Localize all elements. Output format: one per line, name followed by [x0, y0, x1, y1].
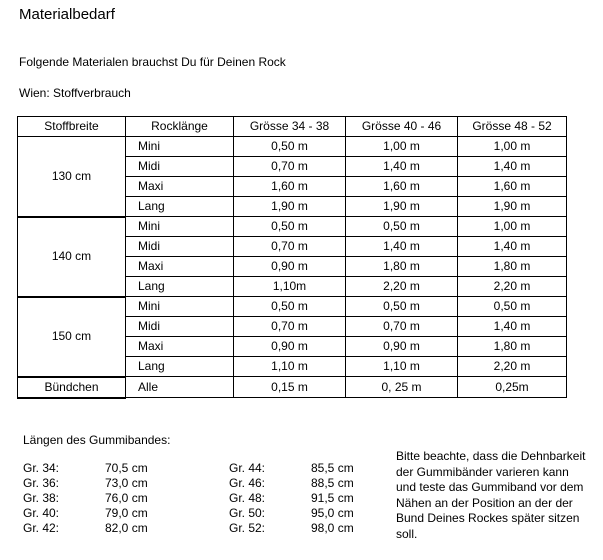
elastic-row — [229, 476, 354, 491]
amount-cell: 1,60 m — [346, 177, 458, 197]
stoffbreite-cell: 150 cm — [18, 297, 126, 377]
elastic-row — [23, 491, 148, 506]
elastic-length: 85,5 cm — [311, 461, 354, 475]
rocklaenge-cell: Mini — [126, 217, 234, 237]
amount-cell: 1,00 m — [458, 137, 567, 157]
elastic-length: 82,0 cm — [105, 521, 148, 535]
rocklaenge-cell: Maxi — [126, 257, 234, 277]
amount-cell: 1,40 m — [458, 237, 567, 257]
amount-cell: 0,70 m — [346, 317, 458, 337]
amount-cell: 0,90 m — [346, 337, 458, 357]
amount-cell: 2,20 m — [346, 277, 458, 297]
amount-cell: 1,80 m — [458, 257, 567, 277]
elastic-row — [23, 461, 148, 476]
amount-cell: 1,40 m — [458, 157, 567, 177]
amount-cell: 0,90 m — [234, 257, 346, 277]
elastic-length: 76,0 cm — [105, 491, 148, 505]
amount-cell: 0,50 m — [346, 217, 458, 237]
elastic-length: 79,0 cm — [105, 506, 148, 520]
amount-cell: 1,90 m — [234, 197, 346, 217]
elastic-size: Gr. 46: — [229, 476, 266, 490]
amount-cell: 0,50 m — [234, 137, 346, 157]
rocklaenge-cell: Maxi — [126, 337, 234, 357]
intro-text: Folgende Materialen brauchst Du für Deinen Rock — [19, 55, 286, 69]
elastic-length: 98,0 cm — [311, 521, 354, 535]
amount-cell: 1,40 m — [346, 157, 458, 177]
elastic-row — [229, 506, 354, 521]
amount-cell: 1,10m — [234, 277, 346, 297]
elastic-length: 88,5 cm — [311, 476, 354, 490]
rocklaenge-cell: Lang — [126, 197, 234, 217]
elastic-list-left — [23, 461, 148, 536]
material-table — [17, 116, 567, 399]
elastic-size: Gr. 42: — [23, 521, 60, 535]
elastic-size: Gr. 44: — [229, 461, 266, 475]
amount-cell: 0,90 m — [234, 337, 346, 357]
elastic-size: Gr. 34: — [23, 461, 60, 475]
amount-cell: 0,70 m — [234, 317, 346, 337]
elastic-row — [229, 491, 354, 506]
elastic-size: Gr. 50: — [229, 506, 266, 520]
table-header-row — [18, 117, 567, 137]
page-title: Materialbedarf — [19, 6, 115, 23]
elastic-size: Gr. 52: — [229, 521, 266, 535]
elastic-list-right — [229, 461, 354, 536]
elastic-length: 91,5 cm — [311, 491, 354, 505]
elastic-row — [229, 521, 354, 536]
elastic-note: Bitte beachte, dass die Dehnbarkeit der Gummibänder varieren kann und teste das Gummiband vor dem Nähen an der Position an der der Bund Deines Rockes später sitzen soll. — [396, 449, 586, 541]
rocklaenge-cell: Lang — [126, 277, 234, 297]
rocklaenge-cell: Alle — [126, 377, 234, 398]
amount-cell: 1,80 m — [346, 257, 458, 277]
elastic-size: Gr. 38: — [23, 491, 60, 505]
elastic-row — [23, 476, 148, 491]
amount-cell: 1,40 m — [458, 317, 567, 337]
elastic-length: 95,0 cm — [311, 506, 354, 520]
amount-cell: 0,50 m — [234, 217, 346, 237]
stoffbreite-cell: Bündchen — [18, 377, 126, 398]
amount-cell: 0,50 m — [458, 297, 567, 317]
amount-cell: 2,20 m — [458, 277, 567, 297]
elastic-size: Gr. 48: — [229, 491, 266, 505]
amount-cell: 1,80 m — [458, 337, 567, 357]
amount-cell: 1,60 m — [458, 177, 567, 197]
header-rocklaenge: Rocklänge — [126, 117, 234, 137]
amount-cell: 1,00 m — [458, 217, 567, 237]
elastic-length: 70,5 cm — [105, 461, 148, 475]
amount-cell: 2,20 m — [458, 357, 567, 377]
table-row — [18, 297, 567, 317]
table-row — [18, 137, 567, 157]
amount-cell: 0,50 m — [234, 297, 346, 317]
amount-cell: 1,10 m — [234, 357, 346, 377]
elastic-length: 73,0 cm — [105, 476, 148, 490]
rocklaenge-cell: Midi — [126, 157, 234, 177]
rocklaenge-cell: Mini — [126, 137, 234, 157]
amount-cell: 0,15 m — [234, 377, 346, 398]
amount-cell: 0,70 m — [234, 157, 346, 177]
rocklaenge-cell: Midi — [126, 237, 234, 257]
stoffbreite-cell: 140 cm — [18, 217, 126, 297]
header-groesse-34-38: Grösse 34 - 38 — [234, 117, 346, 137]
subtitle: Wien: Stoffverbrauch — [19, 86, 131, 100]
amount-cell: 1,90 m — [458, 197, 567, 217]
elastic-size: Gr. 40: — [23, 506, 60, 520]
table-row — [18, 217, 567, 237]
stoffbreite-cell: 130 cm — [18, 137, 126, 217]
amount-cell: 0, 25 m — [346, 377, 458, 398]
rocklaenge-cell: Maxi — [126, 177, 234, 197]
amount-cell: 1,60 m — [234, 177, 346, 197]
header-groesse-40-46: Grösse 40 - 46 — [346, 117, 458, 137]
header-groesse-48-52: Grösse 48 - 52 — [458, 117, 567, 137]
elastic-row — [23, 521, 148, 536]
elastic-row — [229, 461, 354, 476]
table-row — [18, 377, 567, 398]
amount-cell: 1,00 m — [346, 137, 458, 157]
amount-cell: 1,10 m — [346, 357, 458, 377]
amount-cell: 1,90 m — [346, 197, 458, 217]
amount-cell: 0,70 m — [234, 237, 346, 257]
amount-cell: 0,50 m — [346, 297, 458, 317]
amount-cell: 0,25m — [458, 377, 567, 398]
rocklaenge-cell: Mini — [126, 297, 234, 317]
elastic-title: Längen des Gummibandes: — [23, 433, 171, 447]
rocklaenge-cell: Midi — [126, 317, 234, 337]
amount-cell: 1,40 m — [346, 237, 458, 257]
header-stoffbreite: Stoffbreite — [18, 117, 126, 137]
rocklaenge-cell: Lang — [126, 357, 234, 377]
elastic-row — [23, 506, 148, 521]
elastic-size: Gr. 36: — [23, 476, 60, 490]
